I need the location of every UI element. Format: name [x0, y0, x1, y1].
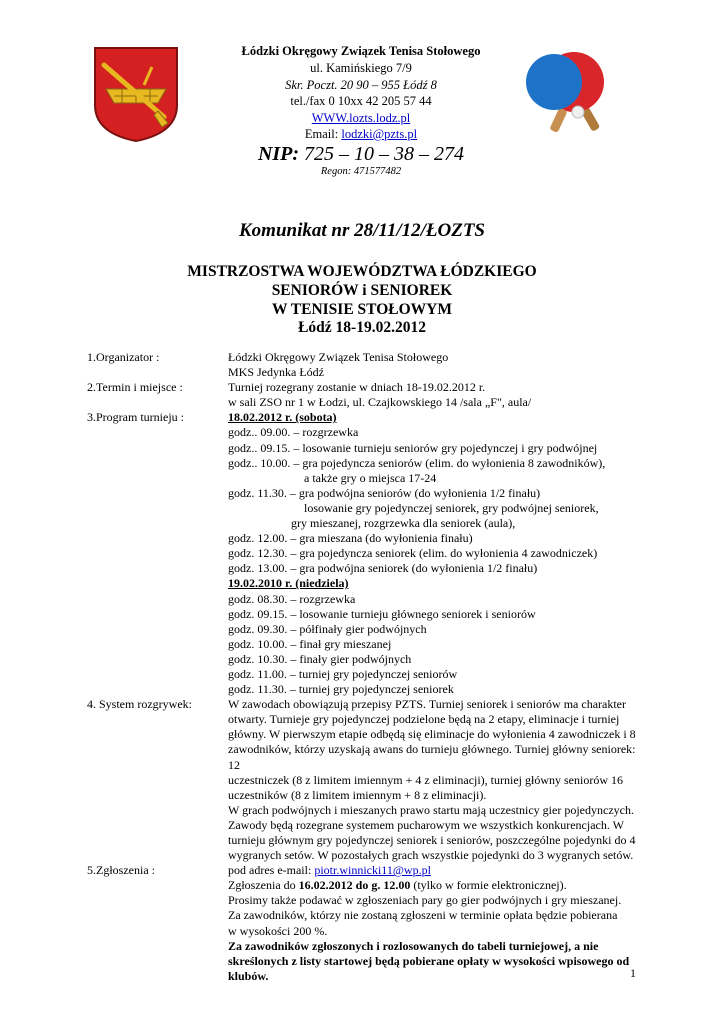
nip-number: NIP: 725 – 10 – 38 – 274	[257, 142, 465, 165]
street-address: ul. Kamińskiego 7/9	[310, 61, 412, 75]
letterhead	[230, 43, 492, 179]
schedule-item: godz. 10.00. – finał gry mieszanej	[228, 636, 392, 651]
po-box: Skr. Poczt. 20 90 – 955 Łódź 8	[285, 77, 437, 92]
section-term-place: 2.Termin i miejsce : Turniej rozegrany zostanie w dniach 18-19.02.2012 r. w sali ZSO nr 1 w Łodzi, ul. Czajkowskiego 14 /sala „F", aula/	[87, 380, 532, 410]
schedule-item: godz. 11.30. – turniej gry pojedynczej seniorek	[228, 682, 454, 697]
schedule-item: a także gry o miejsca 17-24	[304, 470, 437, 485]
schedule-item: godz. 13.00. – gra podwójna seniorek (do wyłonienia 1/2 finału)	[228, 561, 538, 576]
schedule-item: godz.. 10.00. – gra pojedyncza seniorów (elim. do wyłonienia 8 zawodników),	[228, 455, 606, 470]
phone-fax: tel./fax 0 10xx 42 205 57 44	[290, 94, 432, 108]
schedule-item: godz. 09.15. – losowanie turnieju głównego seniorek i seniorów	[228, 606, 536, 621]
schedule-item: losowanie gry pojedynczej seniorek, gry podwójnej seniorek,	[304, 500, 599, 515]
section-label: 3.Program turnieju :	[87, 410, 184, 425]
schedule-item: godz. 12.30. – gra pojedyncza seniorek (elim. do wyłonienia 4 zawodniczek)	[228, 546, 598, 561]
schedule-item: godz. 09.30. – półfinały gier podwójnych	[228, 621, 427, 636]
section-organizer: 1.Organizator : Łódzki Okręgowy Związek Tenisa Stołowego MKS Jedynka Łódź	[87, 350, 449, 380]
day-heading: 18.02.2012 r. (sobota)	[228, 410, 337, 425]
document-body	[87, 350, 647, 984]
section-label: 5.Zgłoszenia :	[87, 863, 155, 878]
communique-number: Komunikat nr 28/11/12/ŁOZTS	[239, 220, 485, 241]
email-line: Email: lodzki@pzts.pl	[304, 127, 418, 141]
deadline: 16.02.2012 do g. 12.00	[298, 878, 411, 893]
page-number: 1	[630, 966, 636, 980]
schedule-item: godz. 11.00. – turniej gry pojedynczej seniorów	[228, 666, 458, 681]
schedule-item: godz.. 09.15. – losowanie turnieju seniorów gry pojedynczej i gry podwójnej	[228, 440, 598, 455]
coat-of-arms-icon	[92, 45, 180, 143]
schedule-item: godz.. 09.00. – rozgrzewka	[228, 425, 359, 440]
schedule-item: godz. 10.30. – finały gier podwójnych	[228, 651, 412, 666]
document-title: MISTRZOSTWA WOJEWÓDZTWA ŁÓDZKIEGO SENIORÓW i SENIOREK W TENISIE STOŁOWYM Łódź 18-19.02.2012	[187, 263, 537, 337]
organization-name: Łódzki Okręgowy Związek Tenisa Stołowego	[241, 44, 481, 58]
day-heading: 19.02.2010 r. (niedziela)	[228, 576, 349, 591]
section-program	[87, 410, 647, 697]
email-link[interactable]: lodzki@pzts.pl	[341, 127, 418, 141]
website-link[interactable]: WWW.lozts.lodz.pl	[311, 110, 411, 125]
schedule-item: godz. 12.00. – gra mieszana (do wyłonienia finału)	[228, 531, 473, 546]
schedule-item: godz. 11.30. – gra podwójna seniorów (do wyłonienia 1/2 finału)	[228, 485, 541, 500]
section-system: 4. System rozgrywek: W zawodach obowiązują przepisy PZTS. Turniej seniorek i seniorów ma charakter otwarty. Turnieje gry pojedynczej podzielone będą na 2 etapy, eliminacje i turniej główny. W pierwszym etapie odbędą się eliminacje do wyłonienia 4 zawodniczek i 8 zawodników, którzy uzyskają awans do turnieju głównego. Turniej główny seniorek: 12 uczestniczek (8 z limitem imiennym + 4 z eliminacji), turniej główny seniorów 16 uczestników (8 z limitem imiennym + 8 z eliminacji). W grach podwójnych i mieszanych prawo startu mają uczestnicy gier pojedynczych. Zawody będą rozegrane systemem pucharowym we wszystkich konkurencjach. W turnieju głównym gry pojedynczej seniorek i seniorów, poszczególne pojedynki do 4 wygranych setów. W pozostałych grach wszystkie pojedynki do 3 wygranych setów.	[87, 697, 636, 863]
schedule-item: gry mieszanej, rozgrzewka dla seniorek (aula),	[291, 516, 516, 531]
schedule-item: godz. 08.30. – rozgrzewka	[228, 591, 356, 606]
regon-number: Regon: 471577482	[320, 165, 402, 177]
section-label: 4. System rozgrywek:	[87, 697, 192, 712]
section-label: 1.Organizator :	[87, 350, 160, 364]
table-tennis-paddles-icon	[524, 40, 608, 136]
section-registration: 5.Zgłoszenia : pod adres e-mail: piotr.winnicki11@wp.pl Zgłoszenia do 16.02.2012 do g. 12.00 (tylko w formie elektronicznej). Prosimy także podawać w zgłoszeniach pary go gier podwójnych i gry mieszanej. Za zawodników, którzy nie zostaną zgłoszeni w terminie opłata będzie pobierana w wysokości 200 %. Za zawodników zgłoszonych i rozlosowanych do tabeli turniejowej, a nie skreślonych z listy startowej będą pobierane opłaty w wysokości wpisowego od klubów.	[87, 863, 630, 983]
section-label: 2.Termin i miejsce :	[87, 380, 183, 395]
registration-email-link[interactable]: piotr.winnicki11@wp.pl	[314, 863, 431, 878]
